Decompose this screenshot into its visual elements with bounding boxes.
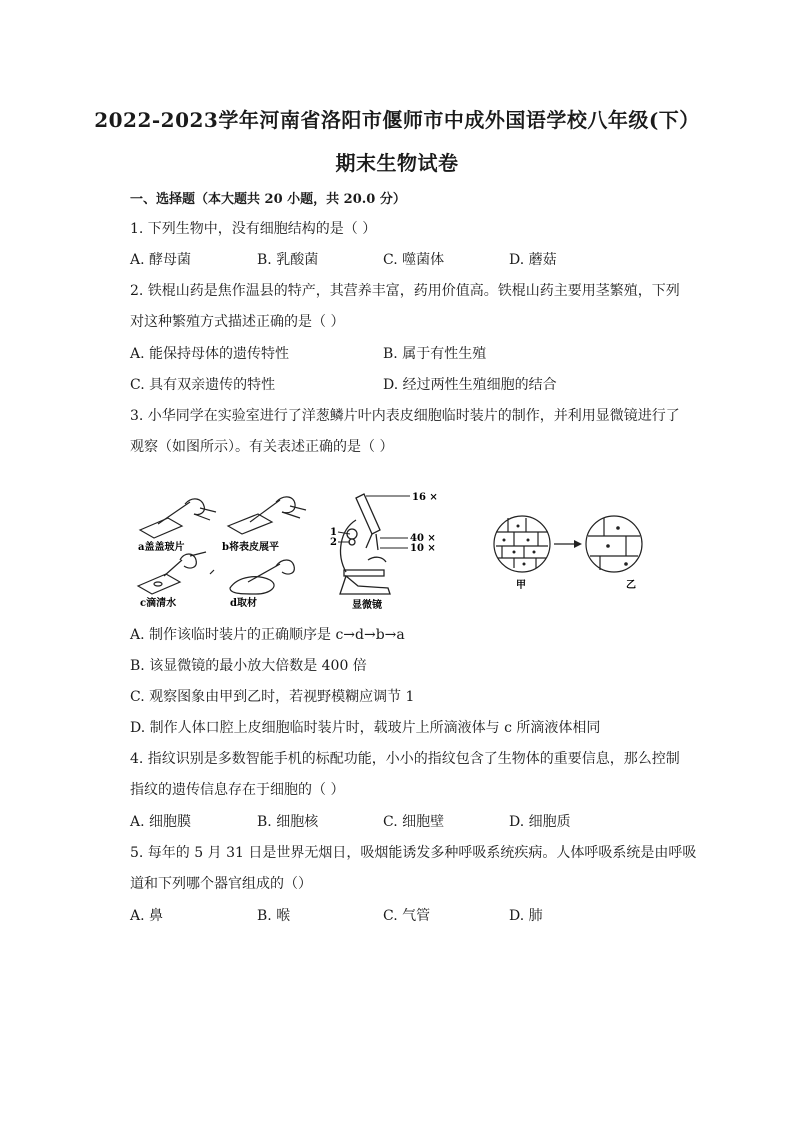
q2-option-c: C. 具有双亲遗传的特性 xyxy=(130,377,276,393)
step-a-label: a盖盖玻片 xyxy=(138,542,185,553)
q1-option-b: B. 乳酸菌 xyxy=(257,252,319,268)
eyepiece-magnification: 16 × xyxy=(412,492,438,503)
microscope-illustration xyxy=(340,494,390,594)
q2-option-b: B. 属于有性生殖 xyxy=(383,346,487,362)
q5-option-a: A. 鼻 xyxy=(130,908,164,924)
exam-title-line2: 期末生物试卷 xyxy=(335,151,459,175)
step-a-illustration xyxy=(140,499,216,538)
q1-option-c: C. 噬菌体 xyxy=(383,252,445,268)
question-3-stem-line2: 观察（如图所示）。有关表述正确的是（ ） xyxy=(130,439,394,455)
question-3-stem-line1: 3. 小华同学在实验室进行了洋葱鳞片叶内表皮细胞临时装片的制作，并利用显微镜进行了 xyxy=(130,408,680,424)
step-b-label: b将表皮展平 xyxy=(222,542,279,553)
q5-option-c: C. 气管 xyxy=(383,908,431,924)
exam-title-line1: 2022-2023学年河南省洛阳市偃师市中成外国语学校八年级(下） xyxy=(94,108,700,132)
section-heading: 一、选择题（本大题共 20 小题，共 20.0 分） xyxy=(130,192,406,207)
q2-option-a: A. 能保持母体的遗传特性 xyxy=(130,346,290,362)
objective-magnification-40: 40 × xyxy=(410,533,436,544)
microscope-label: 显微镜 xyxy=(352,600,382,611)
fine-knob-label: 2 xyxy=(330,537,337,548)
question-4-stem-line1: 4. 指纹识别是多数智能手机的标配功能，小小的指纹包含了生物体的重要信息，那么控制 xyxy=(130,751,680,767)
q4-option-a: A. 细胞膜 xyxy=(130,814,192,830)
q3-option-b: B. 该显微镜的最小放大倍数是 400 倍 xyxy=(130,658,367,674)
q1-option-a: A. 酵母菌 xyxy=(130,252,192,268)
question-5-stem-line2: 道和下列哪个器官组成的（） xyxy=(130,876,312,892)
step-d-label: d取材 xyxy=(230,598,257,609)
step-c-label: c滴清水 xyxy=(140,598,177,609)
q5-option-d: D. 肺 xyxy=(509,908,543,924)
question-1-stem: 1. 下列生物中，没有细胞结构的是（ ） xyxy=(130,221,377,237)
q3-option-d: D. 制作人体口腔上皮细胞临时装片时，载玻片上所滴液体与 c 所滴液体相同 xyxy=(130,720,601,736)
question-2-stem-line2: 对这种繁殖方式描述正确的是（ ） xyxy=(130,314,345,330)
view-jia-label: 甲 xyxy=(516,580,526,591)
view-yi-illustration xyxy=(586,516,642,572)
question-2-stem-line1: 2. 铁棍山药是焦作温县的特产，其营养丰富，药用价值高。铁棍山药主要用茎繁殖，下列 xyxy=(130,283,680,299)
question-4-stem-line2: 指纹的遗传信息存在于细胞的（ ） xyxy=(130,782,345,798)
q5-option-b: B. 喉 xyxy=(257,908,291,924)
objective-magnification-10: 10 × xyxy=(410,543,436,554)
q1-option-d: D. 蘑菇 xyxy=(509,252,557,268)
q4-option-b: B. 细胞核 xyxy=(257,814,319,830)
view-yi-label: 乙 xyxy=(626,580,636,591)
q3-figure xyxy=(130,490,690,615)
q4-option-c: C. 细胞壁 xyxy=(383,814,445,830)
q3-option-c: C. 观察图象由甲到乙时，若视野模糊应调节 1 xyxy=(130,689,415,705)
arrow-icon xyxy=(554,540,582,548)
step-d-illustration xyxy=(210,560,294,594)
step-c-illustration xyxy=(138,552,206,594)
q2-option-d: D. 经过两性生殖细胞的结合 xyxy=(383,377,557,393)
view-jia-illustration xyxy=(494,516,550,572)
coarse-knob-label: 1 xyxy=(330,527,337,538)
view-yi-nuclei xyxy=(606,526,628,566)
q3-option-a: A. 制作该临时装片的正确顺序是 c→d→b→a xyxy=(130,627,405,643)
step-b-illustration xyxy=(228,497,306,534)
question-5-stem-line1: 5. 每年的 5 月 31 日是世界无烟日，吸烟能诱发多种呼吸系统疾病。人体呼吸系统是由呼吸 xyxy=(130,845,697,861)
q4-option-d: D. 细胞质 xyxy=(509,814,571,830)
